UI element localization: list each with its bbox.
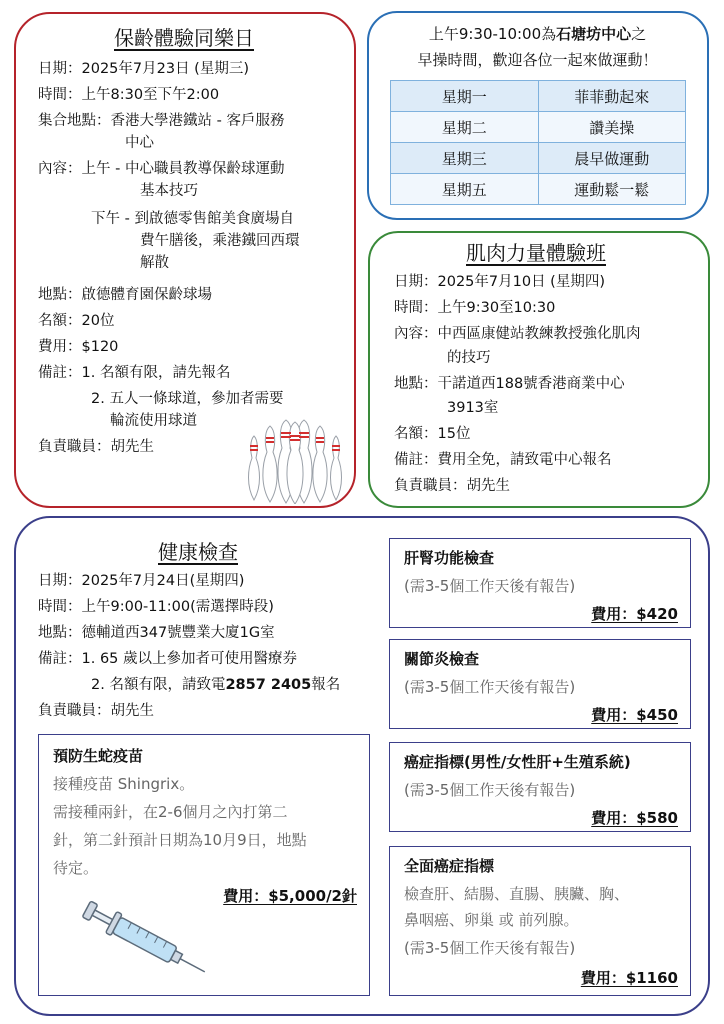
bowling-meet-point: 集合地點：香港大學港鐵站 - 客戶服務 xyxy=(38,113,285,129)
bowling-content-afternoon: 下午 - 到啟德零售館美食廣場自 xyxy=(91,211,294,227)
health-phone: 2857 2405 xyxy=(225,677,312,693)
check-fee: 費用：$450 xyxy=(591,706,678,724)
check-card-cancer-markers xyxy=(389,742,691,832)
muscle-staff: 負責職員：胡先生 xyxy=(394,478,510,494)
bowling-title: 保齡體驗同樂日 xyxy=(114,26,254,50)
bowling-content-cont: 基本技巧 xyxy=(140,183,198,199)
check-fee: 費用：$1160 xyxy=(580,969,678,987)
check-title: 全面癌症指標 xyxy=(404,857,495,875)
muscle-venue-cont: 3913室 xyxy=(447,400,499,416)
exercise-schedule-table xyxy=(390,80,686,205)
health-remark-2 xyxy=(91,676,340,694)
schedule-activity: 運動鬆一鬆 xyxy=(538,174,686,205)
muscle-time: 時間：上午9:30至10:30 xyxy=(394,300,556,316)
vaccine-title: 預防生蛇疫苗 xyxy=(53,747,144,765)
check-note: (需3-5個工作天後有報告) xyxy=(404,577,576,595)
bowling-fee: 費用：$120 xyxy=(38,339,119,355)
morning-exercise-box xyxy=(367,11,709,220)
bowling-quota: 名額：20位 xyxy=(38,313,115,329)
schedule-day: 星期一 xyxy=(391,81,539,112)
health-remark: 備註：1. 65 歲以上參加者可使用醫療券 xyxy=(38,651,298,667)
schedule-row xyxy=(391,81,686,112)
check-fee: 費用：$580 xyxy=(591,809,678,827)
bowling-content-afternoon-cont: 費午膳後，乘港鐵回西環 xyxy=(140,233,300,249)
health-remark-2-suffix: 報名 xyxy=(311,677,341,693)
exercise-intro-prefix: 上午9:30-10:00為 xyxy=(428,25,557,43)
bowling-remark-2-cont: 輪流使用球道 xyxy=(110,413,197,429)
check-fee: 費用：$420 xyxy=(591,605,678,623)
schedule-row xyxy=(391,143,686,174)
bowling-content-afternoon-end: 解散 xyxy=(140,255,169,271)
schedule-activity: 讚美操 xyxy=(538,112,686,143)
exercise-venue-name: 石塘坊中心 xyxy=(556,25,632,43)
vaccine-line-1: 接種疫苗 Shingrix。 xyxy=(53,775,195,793)
health-time: 時間：上午9:00-11:00(需選擇時段) xyxy=(38,599,274,615)
vaccine-line-2: 需接種兩針，在2-6個月之內打第二 xyxy=(53,803,288,821)
muscle-date: 日期：2025年7月10日 (星期四) xyxy=(394,274,605,290)
vaccine-line-3: 針，第二針預計日期為10月9日，地點 xyxy=(53,831,307,849)
check-card-arthritis xyxy=(389,639,691,729)
bowling-content: 內容：上午 - 中心職員教導保齡球運動 xyxy=(38,161,285,177)
check-note: (需3-5個工作天後有報告) xyxy=(404,781,576,799)
bowling-pins-icon xyxy=(240,416,350,504)
schedule-day: 星期五 xyxy=(391,174,539,205)
schedule-row xyxy=(391,174,686,205)
exercise-intro-suffix: 之 xyxy=(631,25,647,43)
schedule-day: 星期二 xyxy=(391,112,539,143)
check-note: (需3-5個工作天後有報告) xyxy=(404,678,576,696)
schedule-activity: 晨早做運動 xyxy=(538,143,686,174)
check-desc-cont: 鼻咽癌、卵巢 或 前列腺。 xyxy=(404,911,579,929)
exercise-intro xyxy=(369,25,706,43)
check-title: 關節炎檢查 xyxy=(404,650,480,668)
muscle-remark: 備註：費用全免，請致電中心報名 xyxy=(394,452,612,468)
check-note: (需3-5個工作天後有報告) xyxy=(404,939,576,957)
health-venue: 地點：德輔道西347號豐業大廈1G室 xyxy=(38,625,275,641)
schedule-day: 星期三 xyxy=(391,143,539,174)
bowling-remark-2: 2. 五人一條球道，參加者需要 xyxy=(91,391,284,407)
muscle-venue: 地點：干諾道西188號香港商業中心 xyxy=(394,376,625,392)
bowling-time: 時間：上午8:30至下午2:00 xyxy=(38,87,220,103)
muscle-content-cont: 的技巧 xyxy=(447,350,491,366)
bowling-event-box xyxy=(14,12,356,508)
bowling-staff: 負責職員：胡先生 xyxy=(38,439,154,455)
check-title: 肝腎功能檢查 xyxy=(404,549,495,567)
bowling-venue: 地點：啟德體育園保齡球場 xyxy=(38,287,212,303)
schedule-row xyxy=(391,112,686,143)
schedule-activity: 菲菲動起來 xyxy=(538,81,686,112)
muscle-content: 內容：中西區康健站教練教授強化肌肉 xyxy=(394,326,641,342)
health-staff: 負責職員：胡先生 xyxy=(38,703,154,719)
vaccine-line-4: 待定。 xyxy=(53,859,99,877)
bowling-meet-point-cont: 中心 xyxy=(125,135,154,151)
muscle-quota: 名額：15位 xyxy=(394,426,471,442)
muscle-class-box xyxy=(368,231,710,508)
health-check-box xyxy=(14,516,710,1016)
health-title: 健康檢查 xyxy=(158,540,238,564)
check-card-liver-kidney xyxy=(389,538,691,628)
vaccine-card xyxy=(38,734,370,996)
check-desc: 檢查肝、結腸、直腸、胰臟、胸、 xyxy=(404,885,630,903)
syringe-icon xyxy=(77,895,217,985)
muscle-title: 肌肉力量體驗班 xyxy=(466,241,606,265)
exercise-intro-line2: 早操時間，歡迎各位一起來做運動！ xyxy=(417,51,658,69)
health-date: 日期：2025年7月24日(星期四) xyxy=(38,573,245,589)
check-card-full-cancer xyxy=(389,846,691,996)
vaccine-fee: 費用：$5,000/2針 xyxy=(223,887,357,905)
check-title: 癌症指標(男性/女性肝+生殖系統) xyxy=(404,753,631,771)
health-remark-2-prefix: 2. 名額有限，請致電 xyxy=(91,677,226,693)
bowling-date: 日期：2025年7月23日 (星期三) xyxy=(38,61,249,77)
bowling-remark: 備註：1. 名額有限，請先報名 xyxy=(38,365,231,381)
